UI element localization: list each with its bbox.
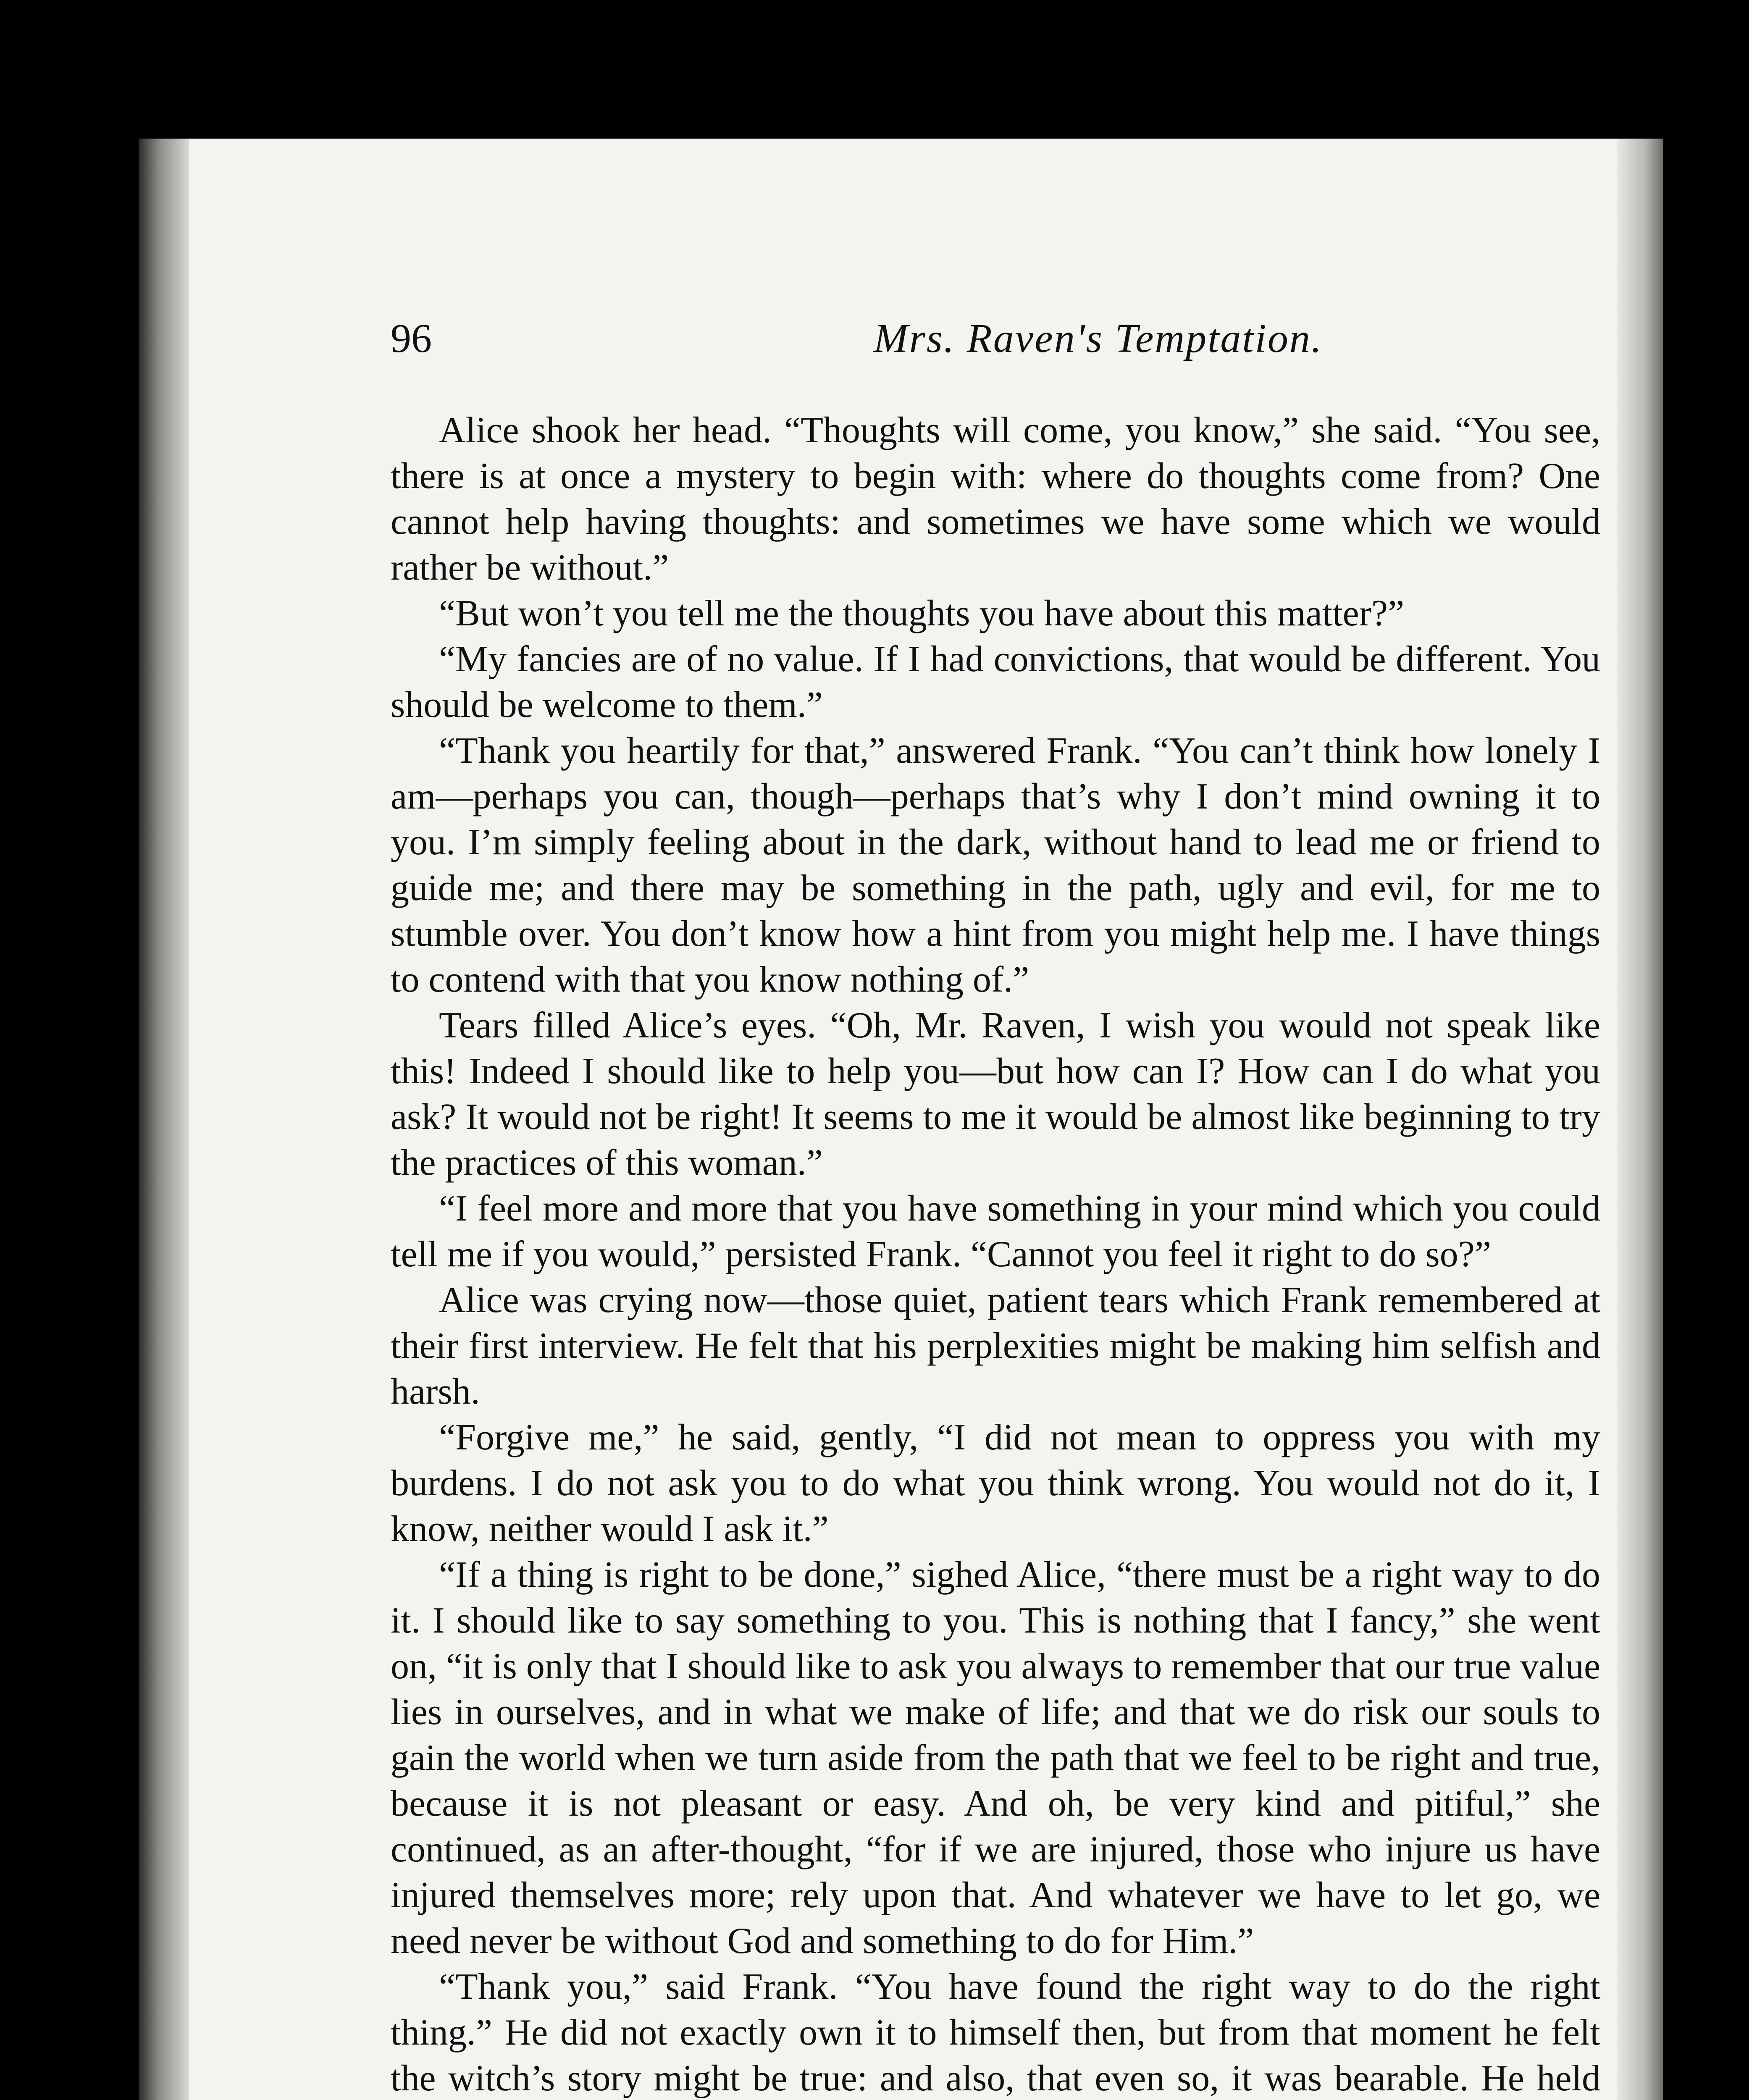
- page-number: 96: [391, 316, 432, 361]
- running-title: Mrs. Raven's Temptation.: [874, 316, 1323, 361]
- running-head: [391, 315, 1609, 382]
- book-page: [139, 139, 1663, 2100]
- paragraph: “I feel more and more that you have something in your mind which you could tell me if you would,” persisted Frank. “Cannot you feel it right to do so?”: [391, 1188, 1600, 1275]
- paragraph: “But won’t you tell me the thoughts you have about this matter?”: [439, 593, 1405, 634]
- page-gutter-shadow: [139, 139, 189, 2100]
- body-text: [391, 407, 1600, 2100]
- paragraph: Alice was crying now—those quiet, patient tears which Frank remembered at their first interview. He felt that his perplexities might be making him selfish and harsh.: [391, 1280, 1600, 1412]
- paragraph: “If a thing is right to be done,” sighed Alice, “there must be a right way to do it. I should like to say something to you. This is nothing that I fancy,” she went on, “it is only that I should like to ask you always to remember that our true value lies in ourselves, and in what we make of life; and that we do risk our souls to gain the world when we turn aside from the path that we feel to be right and true, because it is not pleasant or easy. And oh, be very kind and pitiful,” she continued, as an after-thought, “for if we are injured, those who injure us have injured themselves more; rely upon that. And whatever we have to let go, we need never be without God and something to do for Him.”: [391, 1554, 1600, 1961]
- paragraph: “My fancies are of no value. If I had convictions, that would be different. You should be welcome to them.”: [391, 639, 1600, 725]
- paragraph: Tears filled Alice’s eyes. “Oh, Mr. Raven, I wish you would not speak like this! Indeed I should like to help you—but how can I? How can I do what you ask? It would not be right! It seems to me it would be almost like beginning to try the practices of this woman.”: [391, 1005, 1600, 1183]
- paragraph: “Thank you,” said Frank. “You have found the right way to do the right thing.” He did not exactly own it to himself then, but from that moment he felt the witch’s story might be true: and also, that even so, it was bearable. He held: [391, 1966, 1600, 2099]
- paragraph: “Forgive me,” he said, gently, “I did not mean to oppress you with my burdens. I do not ask you to do what you think wrong. You would not do it, I know, neither would I ask it.”: [391, 1417, 1600, 1549]
- page-edge-shadow: [1617, 139, 1663, 2100]
- paragraph: Alice shook her head. “Thoughts will come, you know,” she said. “You see, there is at once a mystery to begin with: where do thoughts come from? One cannot help having thoughts: and sometimes we have some which we would rather be without.”: [391, 410, 1600, 588]
- paragraph: “Thank you heartily for that,” answered Frank. “You can’t think how lonely I am—perhaps you can, though—perhaps that’s why I don’t mind owning it to you. I’m simply feeling about in the dark, without hand to lead me or friend to guide me; and there may be something in the path, ugly and evil, for me to stumble over. You don’t know how a hint from you might help me. I have things to contend with that you know nothing of.”: [391, 730, 1600, 1000]
